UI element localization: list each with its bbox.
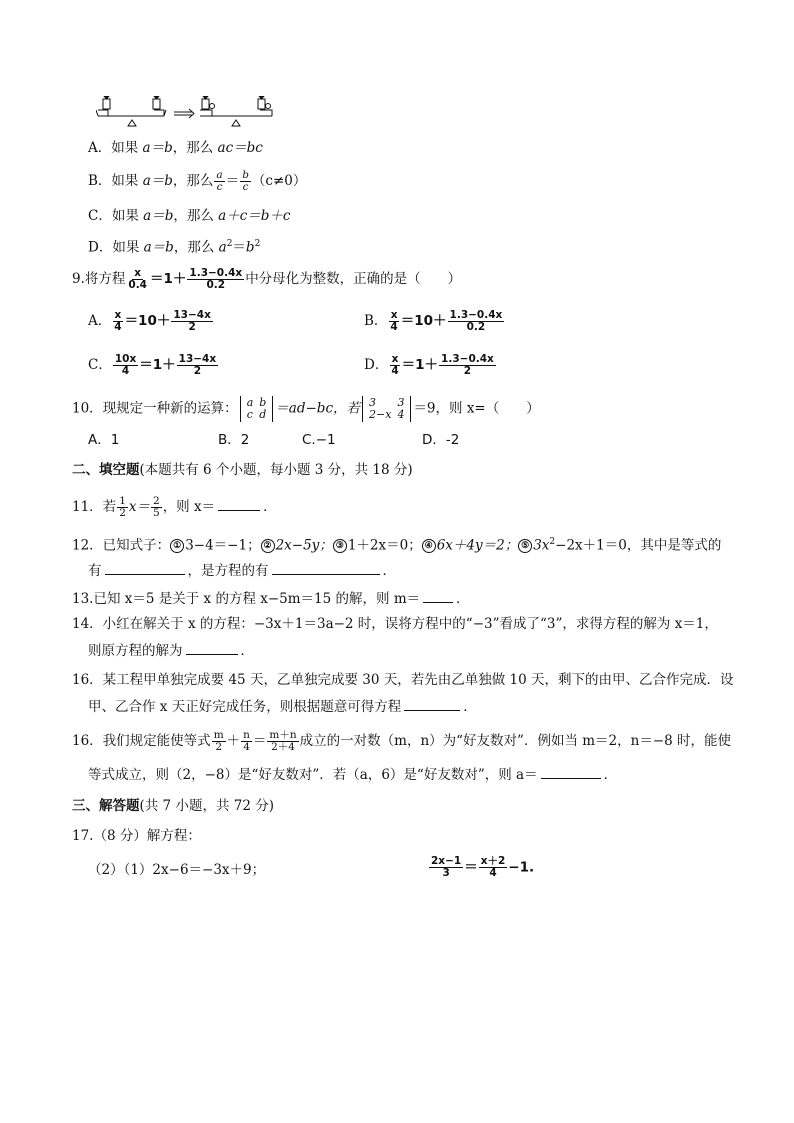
circled-number-4: ④: [422, 539, 436, 553]
q9-option-c: C． $\frac{10x}{4}$ ＝1＋ $\frac{13-4x}{2}$: [88, 353, 217, 377]
answer-blank[interactable]: [423, 588, 453, 603]
q8-option-c: C．如果 a＝b，那么 a＋c＝b＋c: [88, 208, 291, 224]
q9-option-d: D． $\frac{x}{4}$ ＝1＋ $\frac{1.3-0.4x}{2}$: [364, 353, 494, 377]
fraction: $\frac{1.3-0.4x}{0.2}$: [189, 267, 243, 291]
fraction: $\frac{a}{c}$: [216, 169, 223, 193]
q14-line1: 14．小红在解关于 x 的方程：−3x＋1＝3a−2 时，误将方程中的“−3”看成了“3”，求得方程的解为 x＝1，: [72, 616, 718, 632]
section-3-header: 三、解答题(共 7 小题，共 72 分): [72, 798, 274, 814]
q12-line1: 12．已知式子： ① 3−4＝−1； ② 2x−5y； ③ 1＋2x＝0； ④ 6x＋4y＝2； ⑤ $3x^2-2x+1=0$，其中是等式的: [72, 537, 722, 554]
fraction: $\frac{1}{2}$: [119, 495, 126, 519]
q16-line1: 16．我们规定能使等式 $\frac{m}{2}$ ＋ $\frac{n}{4}$ ＝ $\frac{m+n}{2+4}$ 成立的一对数（m，n）为“好友数对”．例如当 m＝2，n＝−8 时，能使: [72, 729, 732, 753]
answer-blank[interactable]: [218, 496, 260, 511]
fraction: $\frac{n}{4}$: [243, 729, 250, 753]
q8-option-a: A．如果 a＝b，那么 ac＝bc: [88, 140, 263, 156]
fraction: $\frac{m+n}{2+4}$: [269, 729, 297, 753]
circled-number-2: ②: [261, 539, 275, 553]
fraction: $\frac{2}{5}$: [153, 495, 160, 519]
q8-option-b: B．如果 a＝b，那么 $\frac{a}{c}$ ＝ $\frac{b}{c}$ （c≠0）: [88, 169, 307, 193]
q9-option-a: A． $\frac{x}{4}$ ＝10＋ $\frac{13-4x}{2}$: [88, 309, 211, 333]
fraction: $\frac{x}{4}$: [114, 309, 122, 333]
fraction: $\frac{x}{0.4}$: [128, 267, 147, 291]
q12-line2: 有 ，是方程的有 ．: [88, 560, 396, 581]
fraction: $\frac{x}{4}$: [390, 309, 398, 333]
answer-blank[interactable]: [272, 560, 380, 575]
circled-number-1: ①: [170, 539, 184, 553]
answer-blank[interactable]: [404, 696, 460, 711]
answer-blank[interactable]: [105, 560, 185, 575]
q14-line2: 则原方程的解为 ．: [88, 640, 254, 661]
fraction: $\frac{x+2}{4}$: [480, 855, 506, 879]
balance-scale-figure: [96, 96, 276, 128]
fraction: $\frac{m}{2}$: [213, 729, 224, 753]
fraction: $\frac{10x}{4}$: [114, 353, 137, 377]
q9-option-b: B． $\frac{x}{4}$ ＝10＋ $\frac{1.3-0.4x}{0.2}$: [364, 309, 503, 333]
q13: 13.已知 x＝5 是关于 x 的方程 x−5m＝15 的解，则 m＝ ．: [72, 588, 470, 609]
scale-left: [96, 96, 166, 126]
q9-stem: 9.将方程 $\frac{x}{0.4}$ ＝1＋ $\frac{1.3-0.4x}{0.2}$ 中分母化为整数，正确的是（ ）: [72, 267, 462, 291]
q15-line1: 16．某工程甲单独完成要 45 天，乙单独完成要 30 天，若先由乙单独做 10 天，剩下的由甲、乙合作完成．设: [72, 672, 734, 688]
circled-number-3: ③: [333, 539, 347, 553]
scale-right: [200, 96, 272, 126]
q8-option-d: D．如果 a＝b，那么 $a^2=b^2$: [88, 239, 261, 256]
q17-stem: 17.（8 分）解方程：: [72, 828, 201, 844]
q16-line2: 等式成立，则（2，−8）是“好友数对”．若（a，6）是“好友数对”，则 a＝ ．: [88, 764, 617, 785]
q15-line2: 甲、乙合作 x 天正好完成任务，则根据题意可得方程 ．: [88, 696, 477, 717]
fraction: $\frac{b}{c}$: [242, 169, 249, 193]
q10-option-b: B．2: [218, 432, 250, 448]
q11: 11．若 $\frac{1}{2}$ x＝ $\frac{2}{5}$ ，则 x＝ ．: [72, 495, 277, 519]
q17-part2: $\frac{2x-1}{3}$ ＝ $\frac{x+2}{4}$ −1.: [431, 855, 535, 879]
fraction: $\frac{2x-1}{3}$: [431, 855, 462, 879]
fraction: $\frac{13-4x}{2}$: [178, 353, 217, 377]
q10-option-c: C.−1: [302, 432, 336, 448]
q10-stem: 10．现规定一种新的运算： a c b d ＝ad−bc，若 3 2−x 3 4 ＝9，则 x=（ ）: [72, 396, 540, 421]
fraction: $\frac{1.3-0.4x}{0.2}$: [449, 309, 503, 333]
determinant: a c b d: [240, 396, 274, 422]
answer-blank[interactable]: [541, 764, 601, 779]
q17-part1: （2）（1）2x−6＝−3x＋9；: [88, 862, 266, 878]
circled-number-5: ⑤: [518, 539, 532, 553]
arrow-icon: [174, 109, 194, 118]
answer-blank[interactable]: [186, 640, 238, 655]
fraction: $\frac{13-4x}{2}$: [173, 309, 211, 333]
section-2-header: 二、填空题(本题共有 6 个小题，每小题 3 分，共 18 分): [72, 462, 413, 478]
q10-option-d: D．-2: [422, 432, 460, 448]
fraction: $\frac{x}{4}$: [391, 353, 399, 377]
fraction: $\frac{1.3-0.4x}{2}$: [441, 353, 494, 377]
q10-option-a: A．1: [88, 432, 120, 448]
determinant: 3 2−x 3 4: [362, 396, 411, 422]
